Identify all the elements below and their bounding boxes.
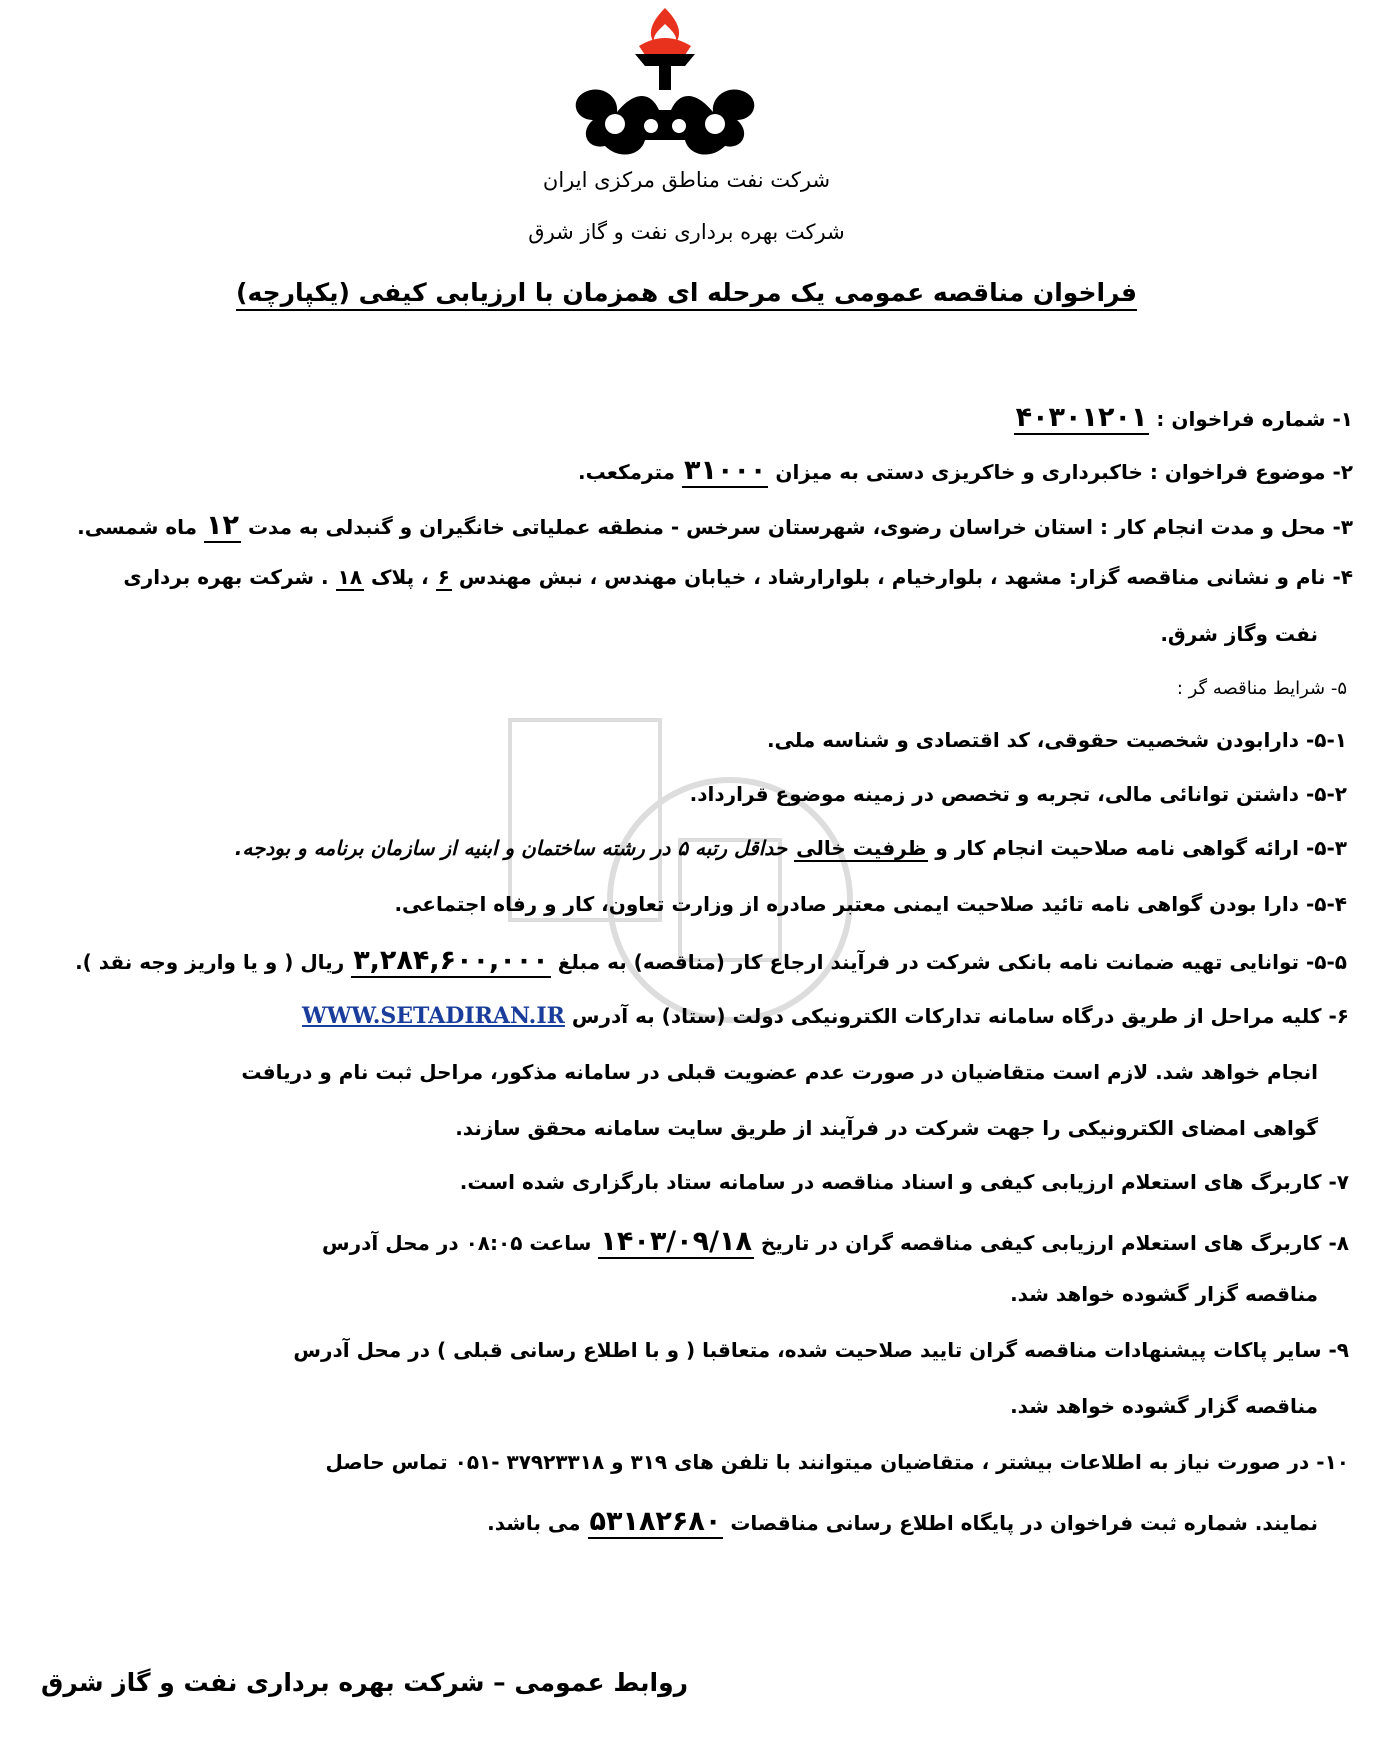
item-8-line2: مناقصه گزار گشوده خواهد شد. [1010,1282,1318,1306]
item-6: ۶- کلیه مراحل از طریق درگاه سامانه تدارکات الکترونیکی دولت (ستاد) به آدرس WWW.SETADIRAN.IR [302,1003,1349,1029]
item-5-5: ۵-۵- توانایی تهیه ضمانت نامه بانکی شرکت در فرآیند ارجاع کار (مناقصه) به مبلغ ۳,۲۸۴,۶۰۰,۰۰۰ ریال ( و یا واریز وجه نقد ). [75,945,1347,976]
footer-signature: روابط عمومی – شرکت بهره برداری نفت و گاز شرق [41,1668,688,1697]
item-4-line2: نفت وگاز شرق. [1160,622,1318,646]
item-5-2: ۵-۲- داشتن توانائی مالی، تجربه و تخصص در زمینه موضوع قرارداد. [689,782,1347,806]
registration-number: ۵۳۱۸۲۶۸۰ [589,1506,722,1537]
item-8: ۸- کاربرگ های استعلام ارزیابی کیفی مناقصه گران در تاریخ ۱۴۰۳/۰۹/۱۸ ساعت ۰۸:۰۵ در محل آدرس [322,1226,1349,1257]
nioc-logo [555,0,775,168]
item-5-1: ۵-۱- دارابودن شخصیت حقوقی، کد اقتصادی و شناسه ملی. [766,728,1347,752]
item-1: ۱- شماره فراخوان : ۴۰۳۰۱۲۰۱ [1015,402,1353,433]
item-5-3: ۵-۳- ارائه گواهی نامه صلاحیت انجام کار و ظرفیت خالی حداقل رتبه ۵ در رشته ساختمان و ابنیه از سازمان برنامه و بودجه. [234,836,1347,860]
item-2: ۲- موضوع فراخوان : خاکبرداری و خاکریزی دستی به میزان ۳۱۰۰۰ مترمکعب. [577,455,1353,486]
item-9: ۹- سایر پاکات پیشنهادات مناقصه گران تایید صلاحیت شده، متعاقبا ( و با اطلاع رسانی قبلی ) در محل آدرس [293,1338,1349,1362]
item-6-line2: انجام خواهد شد. لازم است متقاضیان در صورت عدم عضویت قبلی در سامانه مذکور، مراحل ثبت نام و دریافت [241,1060,1318,1084]
guarantee-amount: ۳,۲۸۴,۶۰۰,۰۰۰ [353,945,549,976]
item-10: ۱۰- در صورت نیاز به اطلاعات بیشتر ، متقاضیان میتوانند با تلفن های ۳۱۹ و ۳۷۹۲۳۳۱۸ -۰۵۱ تماس حاصل [325,1450,1349,1474]
item-4: ۴- نام و نشانی مناقصه گزار: مشهد ، بلوارخیام ، بلوارارشاد ، خیابان مهندس ، نبش مهندس ۶ ، پلاک ۱۸ . شرکت بهره برداری [123,565,1353,589]
tender-number: ۴۰۳۰۱۲۰۱ [1015,402,1148,433]
item-10-line2: نمایند. شماره ثبت فراخوان در پایگاه اطلاع رسانی مناقصات ۵۳۱۸۲۶۸۰ می باشد. [487,1506,1318,1537]
duration-value: ۱۲ [206,510,239,541]
item-7: ۷- کاربرگ های استعلام ارزیابی کیفی و اسناد مناقصه در سامانه ستاد بارگزاری شده است. [459,1170,1349,1194]
item-5-4: ۵-۴- دارا بودن گواهی نامه تائید صلاحیت ایمنی معتبر صادره از وزارت تعاون، کار و رفاه اجتماعی. [394,892,1347,916]
opening-date: ۱۴۰۳/۰۹/۱۸ [600,1226,752,1257]
item-5: ۵- شرایط مناقصه گر : [1176,678,1347,699]
item-3: ۳- محل و مدت انجام کار : استان خراسان رضوی، شهرستان سرخس - منطقه عملیاتی خانگیران و گنبدلی به مدت ۱۲ ماه شمسی. [77,510,1353,541]
company-name-primary: شرکت نفت مناطق مرکزی ایران [542,168,831,192]
company-name-secondary: شرکت بهره برداری نفت و گاز شرق [528,220,845,244]
item-6-line3: گواهی امضای الکترونیکی را جهت شرکت در فرآیند از طریق سایت سامانه محقق سازند. [455,1116,1318,1140]
volume-value: ۳۱۰۰۰ [684,455,767,486]
page-title: فراخوان مناقصه عمومی یک مرحله ای همزمان با ارزیابی کیفی (یکپارچه) [0,278,1373,307]
setadiran-link[interactable]: WWW.SETADIRAN.IR [302,1003,565,1029]
item-9-line2: مناقصه گزار گشوده خواهد شد. [1010,1394,1318,1418]
